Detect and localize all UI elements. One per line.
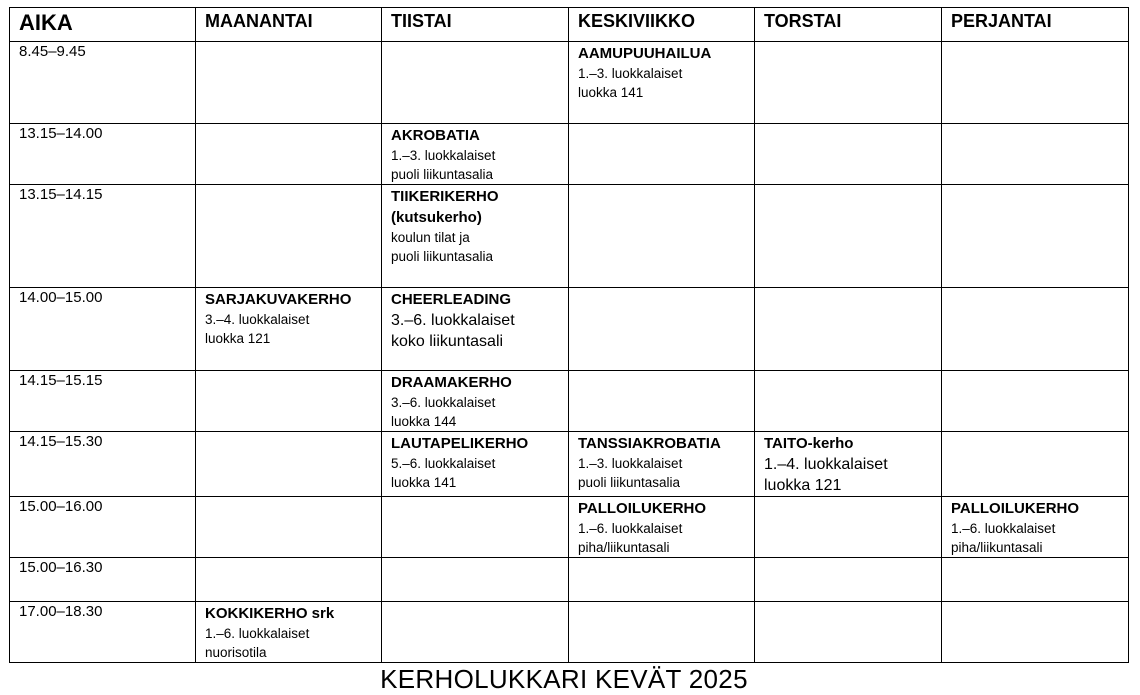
schedule-cell-thursday: [755, 185, 942, 288]
club-grades: 3.–4. luokkalaiset: [205, 312, 310, 327]
time-slot: 14.15–15.15: [10, 371, 196, 432]
club-grades: 1.–4. luokkalaiset: [764, 456, 888, 473]
schedule-cell-monday: [196, 42, 382, 124]
club-grades: 5.–6. luokkalaiset: [391, 456, 496, 471]
club-grades: 1.–6. luokkalaiset: [578, 521, 683, 536]
club-location: puoli liikuntasalia: [391, 249, 494, 264]
club-location: luokka 121: [205, 331, 271, 346]
table-row: [10, 42, 1129, 124]
schedule-cell-wednesday: [569, 602, 755, 663]
time-slot: 17.00–18.30: [10, 602, 196, 663]
club-name: CHEERLEADING: [391, 291, 512, 308]
schedule-cell-tuesday: [382, 497, 569, 558]
time-slot: 15.00–16.00: [10, 497, 196, 558]
club-name: TAITO-kerho: [764, 435, 854, 452]
schedule-cell-tuesday: [382, 42, 569, 124]
schedule-cell-friday: [942, 497, 1129, 558]
schedule-cell-thursday: [755, 432, 942, 497]
club-grades: koulun tilat ja: [391, 230, 470, 245]
table-row: [10, 558, 1129, 602]
club-name: AAMUPUUHAILUA: [578, 45, 712, 62]
header-wednesday: KESKIVIIKKO: [569, 8, 755, 42]
club-location: luokka 121: [764, 477, 842, 494]
club-location: luokka 141: [391, 475, 457, 490]
club-location: koko liikuntasali: [391, 333, 504, 350]
club-name: PALLOILUKERHO: [951, 500, 1080, 517]
schedule-cell-thursday: [755, 558, 942, 602]
schedule-cell-tuesday: [382, 432, 569, 497]
time-slot: 15.00–16.30: [10, 558, 196, 602]
time-slot: 13.15–14.00: [10, 124, 196, 185]
club-name: SARJAKUVAKERHO: [205, 291, 352, 308]
table-row: [10, 288, 1129, 371]
club-location: luokka 144: [391, 414, 457, 429]
club-name: TANSSIAKROBATIA: [578, 435, 721, 452]
schedule-cell-wednesday: [569, 42, 755, 124]
schedule-cell-friday: [942, 602, 1129, 663]
schedule-cell-friday: [942, 124, 1129, 185]
schedule-cell-thursday: [755, 602, 942, 663]
schedule-cell-wednesday: [569, 558, 755, 602]
schedule-cell-thursday: [755, 42, 942, 124]
header-thursday: TORSTAI: [755, 8, 942, 42]
club-name: AKROBATIA: [391, 127, 480, 144]
table-row: [10, 185, 1129, 288]
schedule-cell-monday: [196, 288, 382, 371]
club-name: LAUTAPELIKERHO: [391, 435, 529, 452]
schedule-cell-thursday: [755, 288, 942, 371]
club-grades: 1.–3. luokkalaiset: [578, 456, 683, 471]
table-row: [10, 371, 1129, 432]
club-grades: 1.–6. luokkalaiset: [951, 521, 1056, 536]
club-location: piha/liikuntasali: [951, 540, 1043, 555]
time-slot: 14.15–15.30: [10, 432, 196, 497]
header-time: AIKA: [10, 8, 196, 42]
schedule-cell-monday: [196, 432, 382, 497]
club-location: nuorisotila: [205, 645, 267, 660]
club-grades: 3.–6. luokkalaiset: [391, 312, 515, 329]
schedule-cell-tuesday: [382, 288, 569, 371]
club-location: puoli liikuntasalia: [391, 167, 494, 182]
schedule-cell-tuesday: [382, 371, 569, 432]
schedule-body: [10, 42, 1129, 663]
header-friday: PERJANTAI: [942, 8, 1129, 42]
club-grades: 3.–6. luokkalaiset: [391, 395, 496, 410]
header-row: [10, 8, 1129, 42]
schedule-cell-friday: [942, 558, 1129, 602]
schedule-cell-monday: [196, 558, 382, 602]
schedule-cell-tuesday: [382, 558, 569, 602]
schedule-cell-thursday: [755, 124, 942, 185]
time-slot: 13.15–14.15: [10, 185, 196, 288]
schedule-cell-tuesday: [382, 185, 569, 288]
club-name: PALLOILUKERHO: [578, 500, 707, 517]
schedule-cell-tuesday: [382, 124, 569, 185]
time-slot: 8.45–9.45: [10, 42, 196, 124]
schedule-cell-wednesday: [569, 185, 755, 288]
schedule-cell-wednesday: [569, 371, 755, 432]
schedule-cell-friday: [942, 42, 1129, 124]
club-location: piha/liikuntasali: [578, 540, 670, 555]
header-tuesday: TIISTAI: [382, 8, 569, 42]
schedule-cell-wednesday: [569, 497, 755, 558]
schedule-cell-wednesday: [569, 432, 755, 497]
club-grades: 1.–3. luokkalaiset: [578, 66, 683, 81]
club-subtitle: (kutsukerho): [391, 209, 482, 226]
club-name: TIIKERIKERHO: [391, 188, 499, 205]
schedule-cell-monday: [196, 185, 382, 288]
club-grades: 1.–3. luokkalaiset: [391, 148, 496, 163]
time-slot: 14.00–15.00: [10, 288, 196, 371]
schedule-cell-friday: [942, 185, 1129, 288]
schedule-caption: KERHOLUKKARI KEVÄT 2025: [380, 664, 748, 694]
schedule-cell-wednesday: [569, 288, 755, 371]
club-name: DRAAMAKERHO: [391, 374, 512, 391]
table-row: [10, 602, 1129, 663]
schedule-cell-tuesday: [382, 602, 569, 663]
table-row: [10, 432, 1129, 497]
club-grades: 1.–6. luokkalaiset: [205, 626, 310, 641]
table-row: [10, 497, 1129, 558]
header-monday: MAANANTAI: [196, 8, 382, 42]
schedule-cell-friday: [942, 371, 1129, 432]
club-location: puoli liikuntasalia: [578, 475, 681, 490]
schedule-table: [9, 7, 1129, 663]
club-location: luokka 141: [578, 85, 644, 100]
schedule-cell-thursday: [755, 497, 942, 558]
club-name: KOKKIKERHO srk: [205, 605, 335, 622]
schedule-cell-monday: [196, 497, 382, 558]
schedule-cell-monday: [196, 371, 382, 432]
schedule-cell-monday: [196, 124, 382, 185]
schedule-cell-thursday: [755, 371, 942, 432]
schedule-cell-friday: [942, 432, 1129, 497]
schedule-cell-monday: [196, 602, 382, 663]
table-row: [10, 124, 1129, 185]
schedule-cell-wednesday: [569, 124, 755, 185]
schedule-cell-friday: [942, 288, 1129, 371]
